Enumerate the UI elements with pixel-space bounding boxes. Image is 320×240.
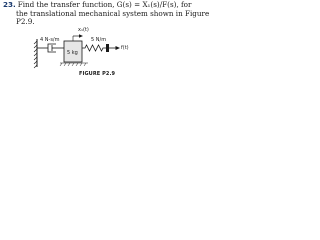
mass-label: 5 kg xyxy=(67,50,78,56)
force-arrow-head xyxy=(116,46,121,50)
displacement-arrow-head xyxy=(79,34,83,37)
displacement-label: x₁(t) xyxy=(78,27,89,33)
problem-number: 23. xyxy=(3,0,16,9)
spring-label: 5 N/m xyxy=(91,37,107,43)
problem-statement xyxy=(3,0,210,27)
force-plate xyxy=(106,44,109,52)
damper-symbol xyxy=(37,44,64,52)
figure-caption: FIGURE P2.9 xyxy=(79,71,116,77)
problem-line-2: the translational mechanical system shown in Figure xyxy=(16,8,210,18)
force-label: f(t) xyxy=(121,45,129,51)
problem-line-3: P2.9. xyxy=(16,17,35,27)
problem-text-1: Find the transfer function, G(s) = X₁(s)/F(s), for xyxy=(17,0,192,9)
damper-label: 4 N-s/m xyxy=(40,37,60,43)
figure-p2-9 xyxy=(0,27,200,78)
spring-symbol xyxy=(82,45,106,51)
ground-hatching xyxy=(60,63,86,66)
